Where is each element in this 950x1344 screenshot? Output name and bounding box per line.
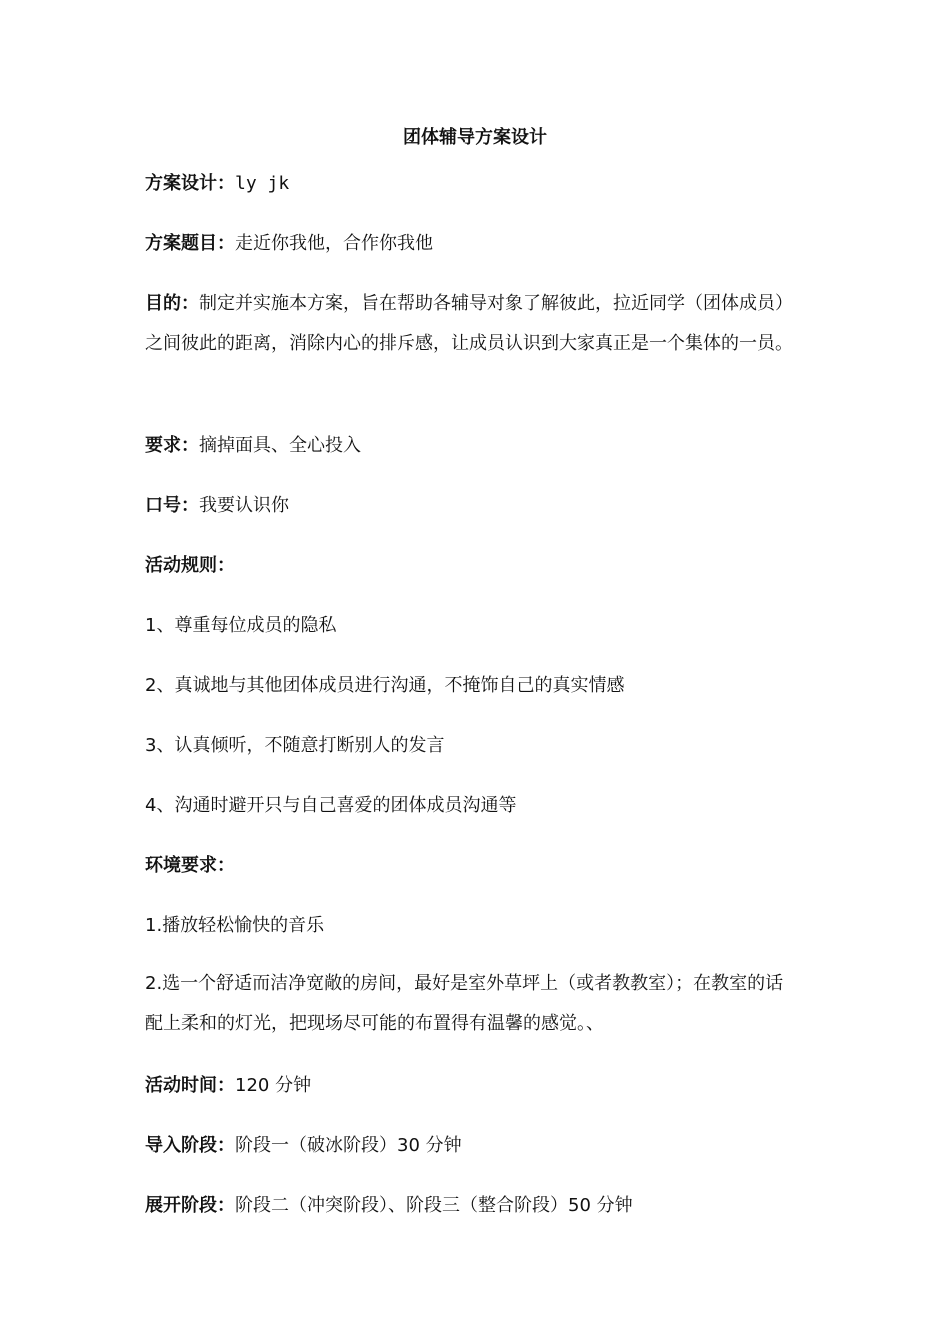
topic-label: 方案题目： — [145, 233, 235, 254]
intro-stage-line — [145, 1132, 805, 1160]
purpose-label: 目的： — [145, 293, 199, 314]
intro-stage-label: 导入阶段： — [145, 1135, 235, 1156]
environment-item: 2.选一个舒适而洁净宽敞的房间，最好是室外草坪上（或者教教室）；在教室的话配上柔和的灯光，把现场尽可能的布置得有温馨的感觉。、 — [145, 973, 784, 1034]
rule-item: 4、沟通时避开只与自己喜爱的团体成员沟通等 — [145, 795, 517, 816]
duration-value: 120 分钟 — [235, 1075, 312, 1096]
environment-heading: 环境要求： — [145, 855, 235, 876]
requirement-line — [145, 432, 805, 460]
develop-stage-label: 展开阶段： — [145, 1195, 235, 1216]
topic-value: 走近你我他，合作你我他 — [235, 233, 433, 254]
designer-line — [145, 170, 805, 198]
designer-value: ly jk — [235, 173, 290, 194]
slogan-value: 我要认识你 — [199, 495, 289, 516]
duration-label: 活动时间： — [145, 1075, 235, 1096]
designer-label: 方案设计： — [145, 173, 235, 194]
duration-line — [145, 1072, 805, 1100]
topic-line — [145, 230, 805, 258]
rule-item: 1、尊重每位成员的隐私 — [145, 615, 337, 636]
slogan-label: 口号： — [145, 495, 199, 516]
document-title: 团体辅导方案设计 — [403, 127, 547, 148]
intro-stage-value: 阶段一（破冰阶段）30 分钟 — [235, 1135, 462, 1156]
develop-stage-line — [145, 1192, 805, 1220]
requirement-value: 摘掉面具、全心投入 — [199, 435, 361, 456]
environment-item: 1.播放轻松愉快的音乐 — [145, 915, 325, 936]
rule-item: 3、认真倾听，不随意打断别人的发言 — [145, 735, 445, 756]
purpose-paragraph — [145, 284, 800, 364]
requirement-label: 要求： — [145, 435, 199, 456]
slogan-line — [145, 492, 805, 520]
rule-item: 2、真诚地与其他团体成员进行沟通，不掩饰自己的真实情感 — [145, 675, 625, 696]
rules-heading: 活动规则： — [145, 555, 235, 576]
purpose-value: 制定并实施本方案，旨在帮助各辅导对象了解彼此，拉近同学（团体成员）之间彼此的距离，消除内心的排斥感，让成员认识到大家真正是一个集体的一员。 — [145, 293, 793, 354]
develop-stage-value: 阶段二（冲突阶段）、阶段三（整合阶段）50 分钟 — [235, 1195, 633, 1216]
